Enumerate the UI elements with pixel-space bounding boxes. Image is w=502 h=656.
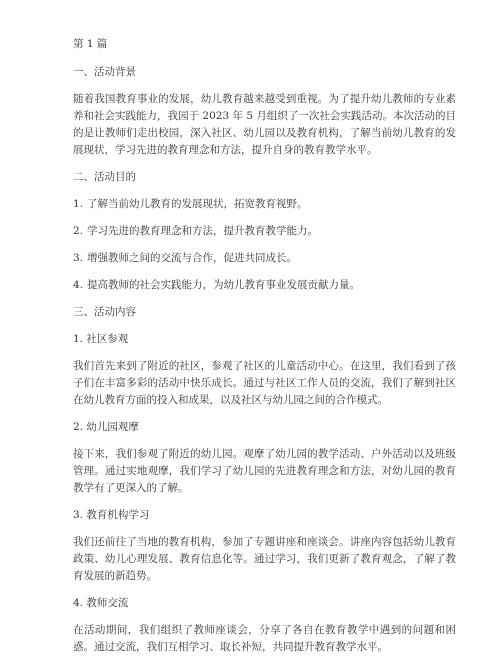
institution-learning-paragraph: 我们还前往了当地的教育机构，参加了专题讲座和座谈会。讲座内容包括幼儿教育政策、幼儿心理发展、教育信息化等。通过学习，我们更新了教育观念，了解了教育发展的新趋势。 [73, 536, 456, 582]
purpose-item-text: 学习先进的教育理念和方法，提升教育教学能力。 [87, 225, 318, 237]
subsection-heading-kindergarten-observation: 2. 幼儿园观摩 [73, 421, 139, 433]
purpose-item-number: 2. [73, 225, 84, 237]
document-title: 第 1 篇 [73, 38, 108, 50]
purpose-item [73, 223, 456, 240]
purpose-item-text: 增强教师之间的交流与合作，促进共同成长。 [87, 252, 297, 264]
subsection-heading-institution-learning: 3. 教育机构学习 [73, 509, 150, 521]
purpose-item-text: 了解当前幼儿教育的发展现状，拓宽教育视野。 [87, 198, 308, 210]
subsection-heading-community-visit: 1. 社区参观 [73, 333, 129, 345]
subsection-heading-teacher-exchange: 4. 教师交流 [73, 597, 129, 609]
purpose-item [73, 250, 456, 267]
kindergarten-observation-paragraph: 接下来，我们参观了附近的幼儿园。观摩了幼儿园的教学活动、户外活动以及班级管理。通过实地观摩，我们学习了幼儿园的先进教育理念和方法，对幼儿园的教育教学有了更深入的了解。 [73, 448, 456, 494]
purpose-item-number: 4. [73, 279, 84, 291]
community-visit-paragraph: 我们首先来到了附近的社区，参观了社区的儿童活动中心。在这里，我们看到了孩子们在丰富多彩的活动中快乐成长。通过与社区工作人员的交流，我们了解到社区在幼儿教育方面的投入和成果，以及社区与幼儿园之间的合作模式。 [73, 360, 456, 406]
purpose-item-number: 1. [73, 198, 84, 210]
purpose-item-number: 3. [73, 252, 84, 264]
purpose-item-text: 提高教师的社会实践能力，为幼儿教育事业发展贡献力量。 [87, 279, 360, 291]
background-paragraph: 随着我国教育事业的发展，幼儿教育越来越受到重视。为了提升幼儿教师的专业素养和社会实践能力，我园于 2023 年 5 月组织了一次社会实践活动。本次活动的目的是让教师们走出校园，深入社区、幼儿园以及教育机构，了解当前幼儿教育的发展现状，学习先进的教育理念和方法，提升自身的教育教学水平。 [73, 93, 456, 156]
purpose-item [73, 277, 456, 294]
teacher-exchange-paragraph: 在活动期间，我们组织了教师座谈会，分享了各自在教育教学中遇到的问题和困惑。通过交流，我们互相学习、取长补短，共同提升教育教学水平。 [73, 624, 456, 653]
section-heading-purpose: 二、活动目的 [73, 171, 136, 183]
section-heading-content: 三、活动内容 [73, 306, 136, 318]
purpose-item [73, 196, 456, 213]
section-heading-background: 一、活动背景 [73, 66, 136, 78]
